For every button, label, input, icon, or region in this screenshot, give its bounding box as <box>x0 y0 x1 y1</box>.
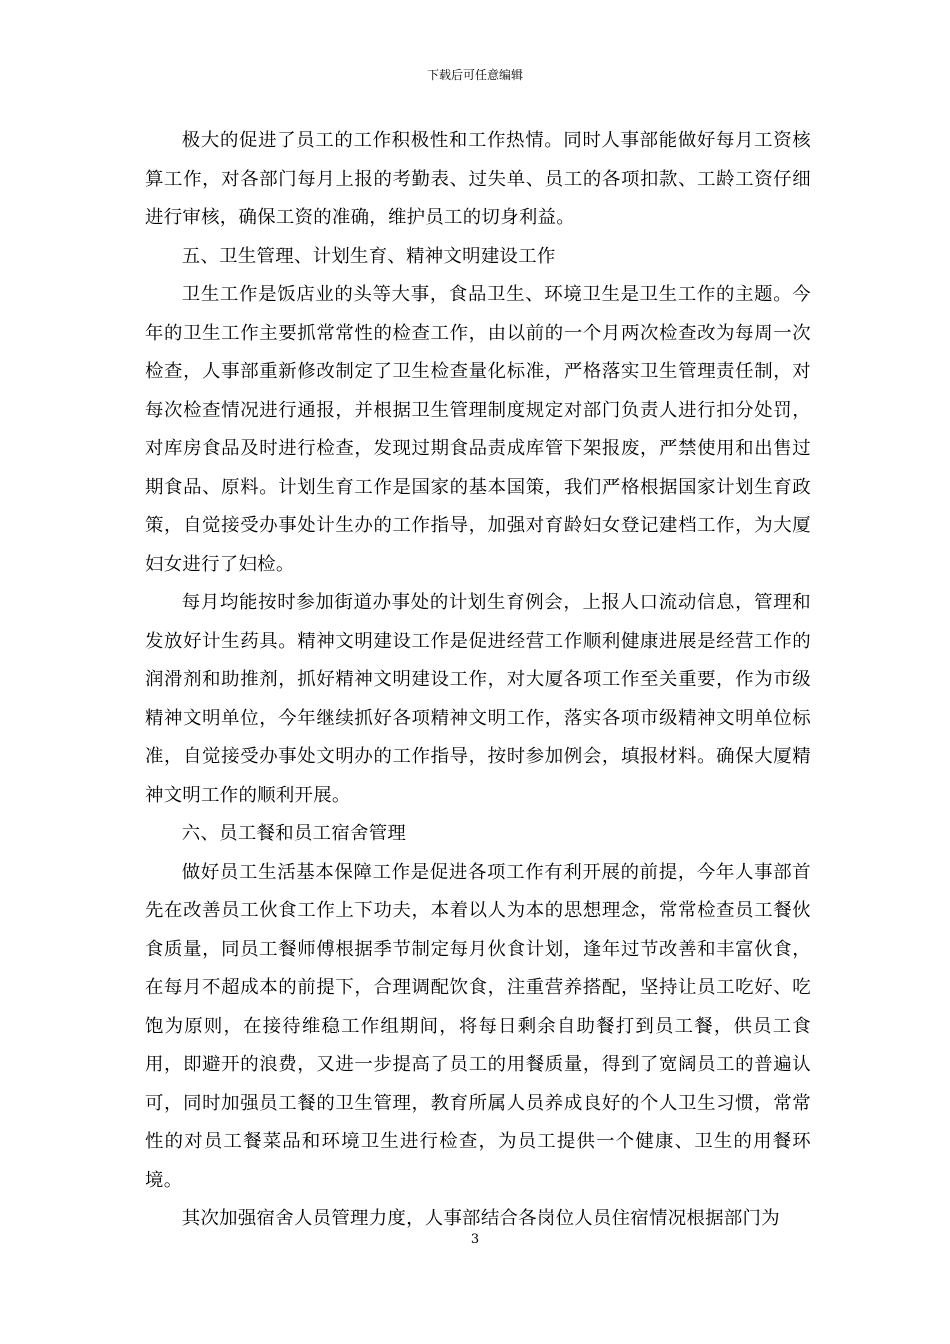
paragraph-civilization-building: 每月均能按时参加街道办事处的计划生育例会，上报人口流动信息，管理和发放好计生药具。精神文明建设工作是促进经营工作顺利健康进展是经营工作的润滑剂和助推剂，抓好精神文明建设工作，对大厦各项工作至关重要，作为市级精神文明单位，今年继续抓好各项精神文明工作，落实各项市级精神文明单位标准，自觉接受办事处文明办的工作指导，按时参加例会，填报材料。确保大厦精神文明工作的顺利开展。 <box>145 592 811 806</box>
page-header-note: 下载后可任意编辑 <box>426 68 523 82</box>
paragraph-salary-review: 极大的促进了员工的工作积极性和工作热情。同时人事部能做好每月工资核算工作，对各部门每月上报的考勤表、过失单、员工的各项扣款、工龄工资仔细进行审核，确保工资的准确，维护员工的切身利益。 <box>145 130 811 228</box>
section-heading-5: 五、卫生管理、计划生育、精神文明建设工作 <box>181 245 556 267</box>
document-body <box>145 122 811 1239</box>
section-heading-6: 六、员工餐和员工宿舍管理 <box>181 823 407 844</box>
paragraph-dormitory: 其次加强宿舍人员管理力度，人事部结合各岗位人员住宿情况根据部门为 <box>181 1208 780 1229</box>
page-number: 3 <box>470 1232 480 1247</box>
paragraph-hygiene-family-planning: 卫生工作是饭店业的头等大事，食品卫生、环境卫生是卫生工作的主题。今年的卫生工作主要抓常常性的检查工作，由以前的一个月两次检查改为每周一次检查，人事部重新修改制定了卫生检查量化标准，严格落实卫生管理责任制，对每次检查情况进行通报，并根据卫生管理制度规定对部门负责人进行扣分处罚，对库房食品及时进行检查，发现过期食品责成库管下架报废，严禁使用和出售过期食品、原料。计划生育工作是国家的基本国策，我们严格根据国家计划生育政策，自觉接受办事处计生办的工作指导，加强对育龄妇女登记建档工作，为大厦妇女进行了妇检。 <box>145 284 811 575</box>
paragraph-staff-canteen: 做好员工生活基本保障工作是促进各项工作有利开展的前提，今年人事部首先在改善员工伙食工作上下功夫，本着以人为本的思想理念，常常检查员工餐伙食质量，同员工餐师傅根据季节制定每月伙食计划，逢年过节改善和丰富伙食，在每月不超成本的前提下，合理调配饮食，注重营养搭配，坚持让员工吃好、吃饱为原则，在接待维稳工作组期间，将每日剩余自助餐打到员工餐，供员工食用，即避开的浪费，又进一步提高了员工的用餐质量，得到了宽阔员工的普遍认可，同时加强员工餐的卫生管理，教育所属人员养成良好的个人卫生习惯，常常性的对员工餐菜品和环境卫生进行检查，为员工提供一个健康、卫生的用餐环境。 <box>145 861 811 1191</box>
